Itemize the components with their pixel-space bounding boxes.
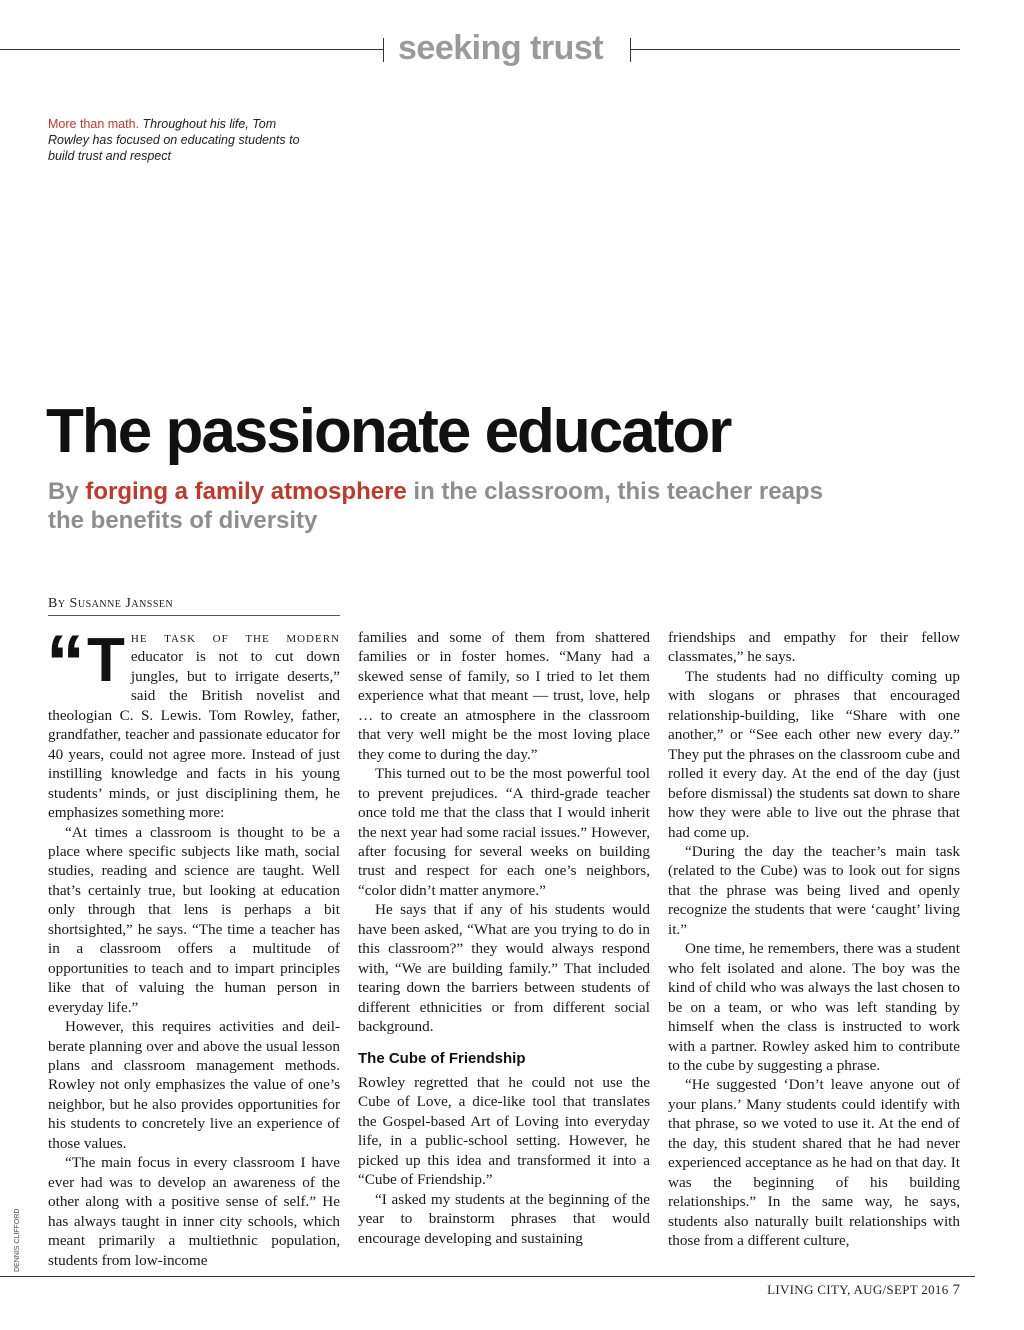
caption-text: Throughout his life, Tom Rowley has focused on educating students to build trust and respect [48,117,300,163]
article-column-1 [46,618,340,1270]
body-paragraph: The students had no difficulty coming up with slogans or phrases that encouraged relationship-building, like “Share with one another,” or “See each other new every day.” They put the phrases on the classroom cube and rolled it every day. At the end of the day (just before dismissal) the students sat down to share how they were able to live out the phrase that had come up. [668,667,960,841]
body-paragraph: However, this requires activities and deilberate planning over and above the usual lesson plans and classroom management methods. Rowley not only emphasizes the value of one’s neighbor, but he also provides opportunities for his students to concretely live an experience of those values. [48,1018,340,1152]
subheading: The Cube of Friendship [358,1049,526,1067]
page-folio [767,1282,960,1299]
body-paragraph: One time, he remembers, there was a student who felt isolated and alone. The boy was the kind of child who was always the last chosen to be on a team, or who was left standing by himself when the class is instructed to work with a partner. Rowley asked him to contribute to the cube by suggesting a phrase. [668,940,960,1074]
body-paragraph: “The main focus in every classroom I have ever had was to develop an awareness of the other along with a positive sense of self.” He has always taught in inner city schools, which meant primarily a multiethnic population, students from low-income [48,1154,340,1269]
photo-caption [48,116,308,164]
header-tick-right [630,38,631,62]
body-paragraph: “I asked my students at the beginning of the year to brainstorm phrases that would encourage developing and sustaining [358,1190,650,1247]
lead-in-smallcaps: he task of the modern [130,629,340,646]
caption-lead: More than math. [48,117,140,131]
body-paragraph: educator is not to cut down jungles, but to irrigate deserts,” said the British novelist and theologian C. S. Lewis. Tom Rowley, father, grandfather, teacher and passionate educator for 40 years, could not agree more. Instead of just instilling knowledge and facts in his young students’ minds, or just disciplining them, he emphasizes something more: [48,648,340,822]
header-rule-left [0,49,384,50]
header-rule-right [630,49,960,50]
body-paragraph: He says that if any of his students would have been asked, “What are you trying to do in this classroom?” they would always respond with, “We are building family.” That included tearing down the barriers between students of different ethnicities or from different social background. [358,901,650,1036]
photo-credit: DENNIS CLIFFORD [14,1208,21,1272]
body-paragraph: friendships and empathy for their fellow classmates,” he says. [668,629,960,666]
body-paragraph: This turned out to be the most powerful tool to prevent prejudices. “A third-grade teacher once told me that the class that I would inherit the next year had some racial issues.” However, after focusing for several weeks on building trust and respect for each one’s neighbors, “color didn’t matter anymore.” [358,765,650,899]
quote-mark-icon: “ [46,618,85,706]
article-column-2 [358,628,650,1248]
header-tick-left [383,38,384,62]
byline: By Susanne Janssen [48,596,340,616]
body-paragraph: “He suggested ‘Don’t leave anyone out of your plans.’ Many students could identify with that phrase, so we voted to use it. At the end of the day, this student shared that he had never experienced acceptance as he had on that day. It was the beginning of his building relationships.” In the same way, he says, students also naturally built relationships with those from a different culture, [668,1076,960,1250]
publication-name: LIVING CITY, AUG/SEPT 2016 [767,1282,949,1297]
article-column-3 [668,628,960,1251]
deck-part-1: By [48,478,86,505]
article-headline: The passionate educator [46,397,731,466]
opening-paragraph [46,618,340,823]
article-deck [48,477,848,535]
footer-rule [0,1276,975,1277]
body-paragraph: “During the day the teacher’s main task (related to the Cube) was to look out for signs that the phrase was being lived and openly recognize the students that were ‘caught’ living it.” [668,842,960,938]
body-paragraph: families and some of them from shattered families or in foster homes. “Many had a skewed sense of family, so I tried to let them experience what that meant — trust, love, help … to create an atmosphere in the classroom that very well might be the most loving place they come to during the day.” [358,629,650,763]
deck-highlight: forging a family atmosphere [85,478,407,505]
body-paragraph: Rowley regretted that he could not use the Cube of Love, a dice-like tool that translates the Gospel-based Art of Loving into everyday life, in a public-school setting. However, he picked up this idea and transformed it into a “Cube of Friendship.” [358,1073,650,1189]
deck-part-2: in the classroom, this teacher reaps the benefits of diversity [48,478,823,534]
body-paragraph: “At times a classroom is thought to be a place where specific subjects like math, social studies, reading and science are taught. Well that’s certainly true, but looking at education only through that lens is perhaps a bit shortsighted,” he says. “The time a teacher has in a classroom offers a multitude of opportunities to teach and to impart principles like that of valuing the human person in everyday life.” [48,823,340,1016]
page-number: 7 [952,1282,960,1298]
section-label: seeking trust [398,29,604,67]
drop-cap: T [87,626,125,695]
